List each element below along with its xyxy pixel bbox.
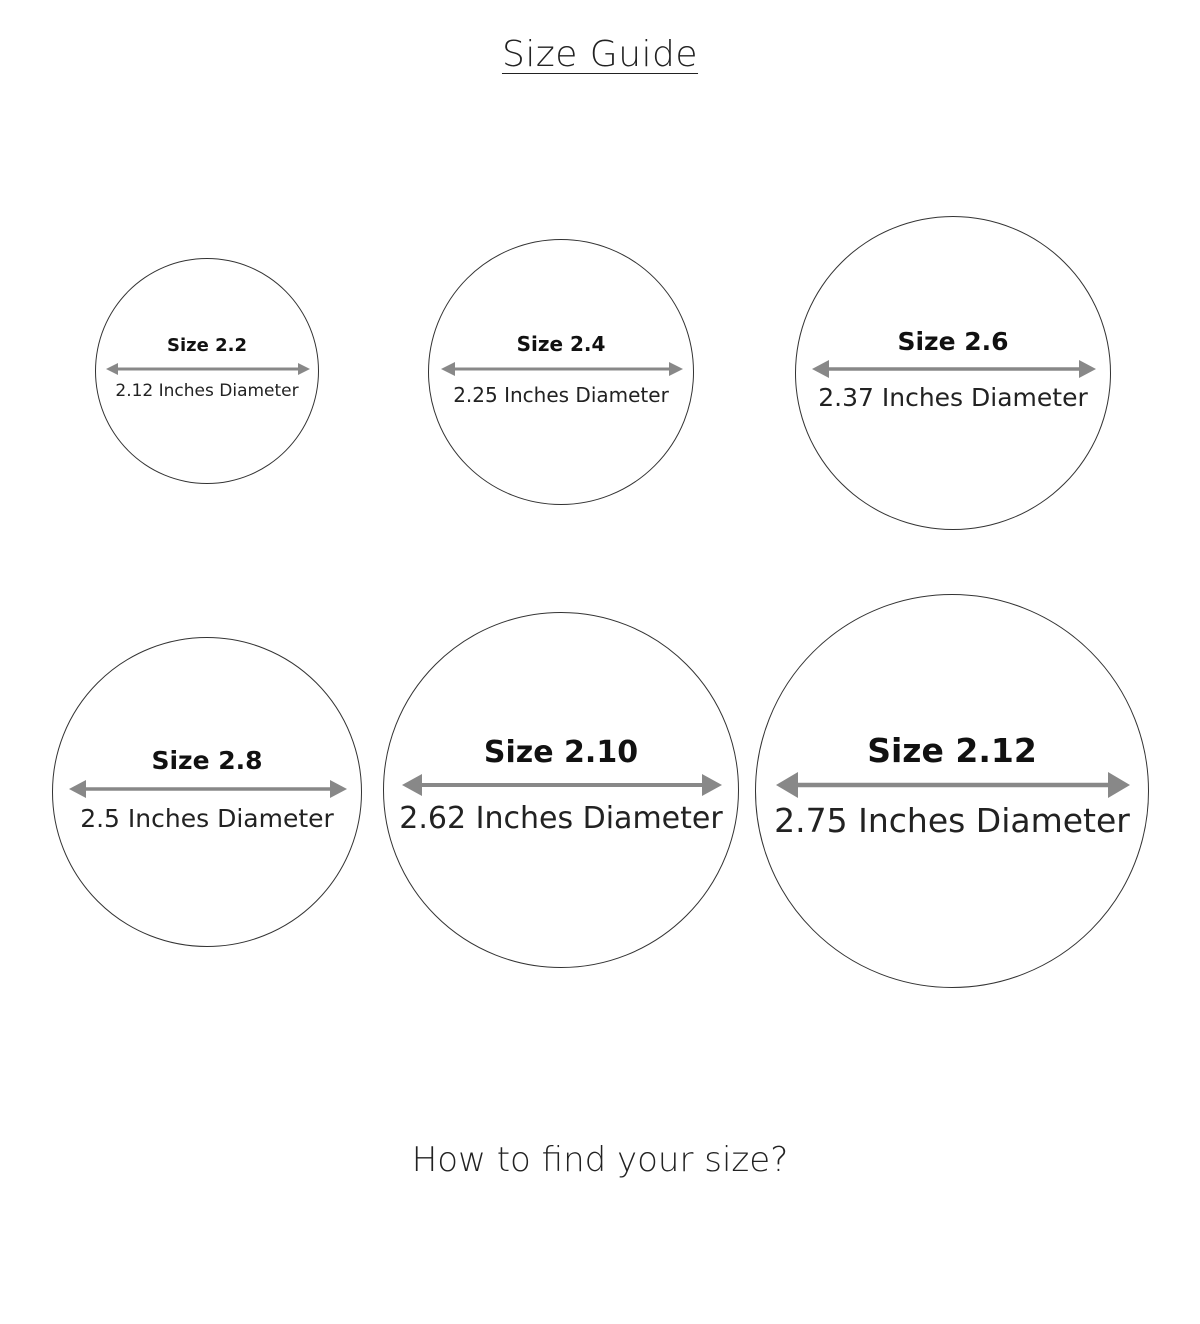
double-arrow-icon: [796, 359, 1112, 379]
size-circle-2-2: [95, 258, 319, 484]
size-circle-2-8: [52, 637, 362, 947]
double-arrow-icon: [53, 779, 363, 799]
size-circle-2-10: [383, 612, 739, 968]
size-label: Size 2.8: [151, 746, 263, 775]
double-arrow-icon: [429, 361, 695, 377]
find-size-question: How to find your size?: [411, 1140, 789, 1180]
size-label: Size 2.4: [516, 332, 606, 356]
page-title: [0, 34, 1200, 75]
size-guide-title: Size Guide: [501, 34, 699, 75]
diameter-label: 2.75 Inches Diameter: [774, 801, 1130, 840]
diameter-label: 2.25 Inches Diameter: [453, 383, 669, 407]
double-arrow-icon: [384, 773, 740, 797]
size-label: Size 2.2: [167, 335, 247, 356]
double-arrow-icon: [96, 362, 320, 376]
diameter-label: 2.62 Inches Diameter: [399, 801, 723, 836]
size-circle-2-12: [755, 594, 1149, 988]
diameter-label: 2.12 Inches Diameter: [115, 381, 299, 401]
diameter-label: 2.5 Inches Diameter: [80, 804, 334, 833]
size-circle-2-6: [795, 216, 1111, 530]
size-circle-2-4: [428, 239, 694, 505]
diameter-label: 2.37 Inches Diameter: [818, 383, 1088, 412]
double-arrow-icon: [756, 771, 1150, 799]
size-label: Size 2.6: [897, 327, 1009, 356]
size-label: Size 2.10: [483, 735, 639, 770]
size-label: Size 2.12: [867, 731, 1037, 770]
